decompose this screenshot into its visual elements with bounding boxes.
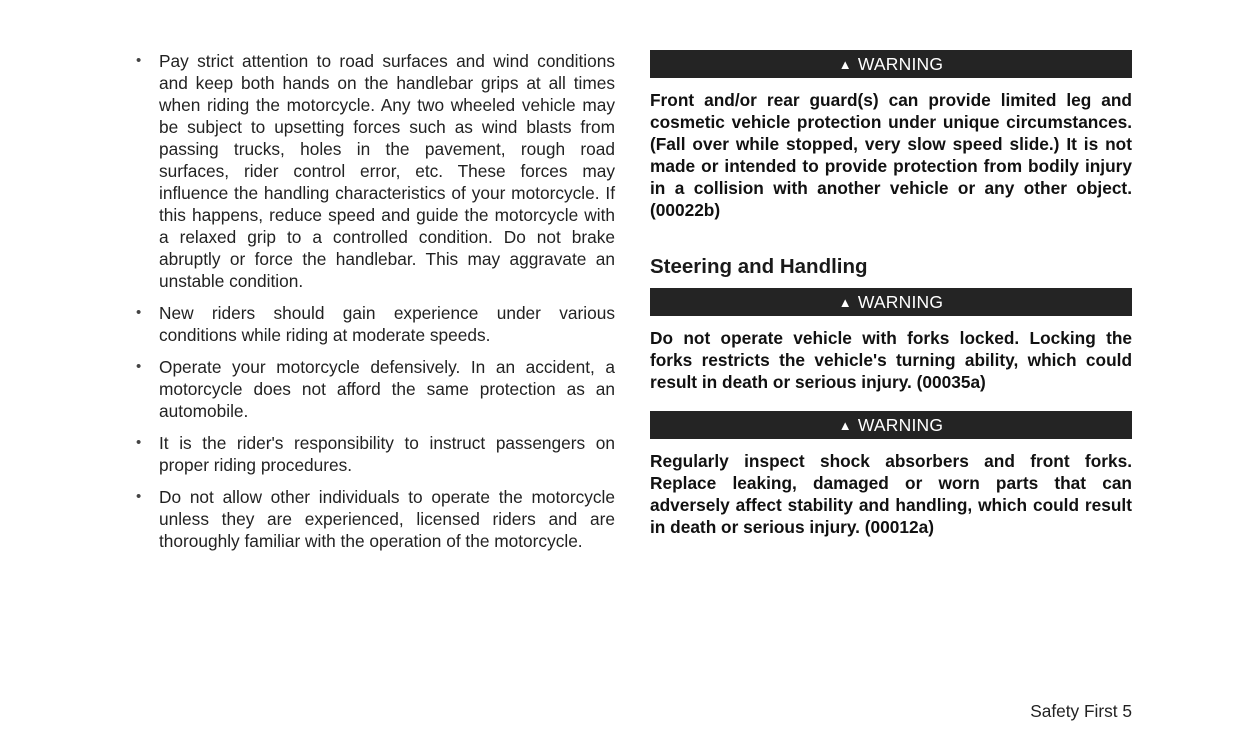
right-column bbox=[650, 50, 1132, 538]
warning-banner-1 bbox=[650, 50, 1132, 78]
left-column bbox=[134, 50, 615, 562]
bullet-dot-icon: • bbox=[136, 434, 142, 451]
bullet-dot-icon: • bbox=[136, 488, 142, 505]
warning-label: WARNING bbox=[857, 292, 944, 312]
warning-triangle-icon: ▲ bbox=[838, 57, 852, 72]
list-item bbox=[134, 302, 615, 346]
bullet-text: It is the rider's responsibility to instruct passengers on proper riding procedures. bbox=[159, 433, 615, 475]
bullet-dot-icon: • bbox=[136, 304, 142, 321]
safety-bullet-list bbox=[134, 50, 615, 552]
list-item bbox=[134, 432, 615, 476]
bullet-dot-icon: • bbox=[136, 358, 142, 375]
warning-label: WARNING bbox=[857, 54, 944, 74]
bullet-text: Operate your motorcycle defensively. In an accident, a motorcycle does not afford the same protection as an automobile. bbox=[159, 357, 615, 421]
bullet-text: Pay strict attention to road surfaces and wind conditions and keep both hands on the handlebar grips at all times when riding the motorcycle. Any two wheeled vehicle may be subject to upsetting forces such as wind blasts from passing trucks, holes in the pavement, rough road surfaces, rider control error, etc. These forces may influence the handling characteristics of your motorcycle. If this happens, reduce speed and guide the motorcycle with a relaxed grip to a controlled condition. Do not brake abruptly or force the handlebar. This may aggravate an unstable condition. bbox=[159, 51, 615, 291]
section-heading: Steering and Handling bbox=[650, 255, 868, 278]
page-footer: Safety First 5 bbox=[1030, 701, 1132, 721]
list-item bbox=[134, 50, 615, 292]
bullet-text: New riders should gain experience under various conditions while riding at moderate speeds. bbox=[159, 303, 615, 345]
warning-text-3: Regularly inspect shock absorbers and front forks. Replace leaking, damaged or worn parts that can adversely affect stability and handling, which could result in death or serious injury. (00012a) bbox=[650, 451, 1132, 537]
warning-label: WARNING bbox=[857, 415, 944, 435]
list-item bbox=[134, 486, 615, 552]
warning-triangle-icon: ▲ bbox=[838, 295, 852, 310]
warning-text-1: Front and/or rear guard(s) can provide limited leg and cosmetic vehicle protection under unique circumstances. (Fall over while stopped, very slow speed slide.) It is not made or intended to provide protection from bodily injury in a collision with another vehicle or any other object. (00022b) bbox=[650, 90, 1132, 220]
bullet-text: Do not allow other individuals to operate the motorcycle unless they are experienced, licensed riders and are thoroughly familiar with the operation of the motorcycle. bbox=[159, 487, 615, 551]
warning-text-2: Do not operate vehicle with forks locked. Locking the forks restricts the vehicle's turning ability, which could result in death or serious injury. (00035a) bbox=[650, 328, 1132, 392]
warning-triangle-icon: ▲ bbox=[838, 418, 852, 433]
list-item bbox=[134, 356, 615, 422]
warning-banner-3 bbox=[650, 411, 1132, 439]
bullet-dot-icon: • bbox=[136, 52, 142, 69]
warning-banner-2 bbox=[650, 288, 1132, 316]
